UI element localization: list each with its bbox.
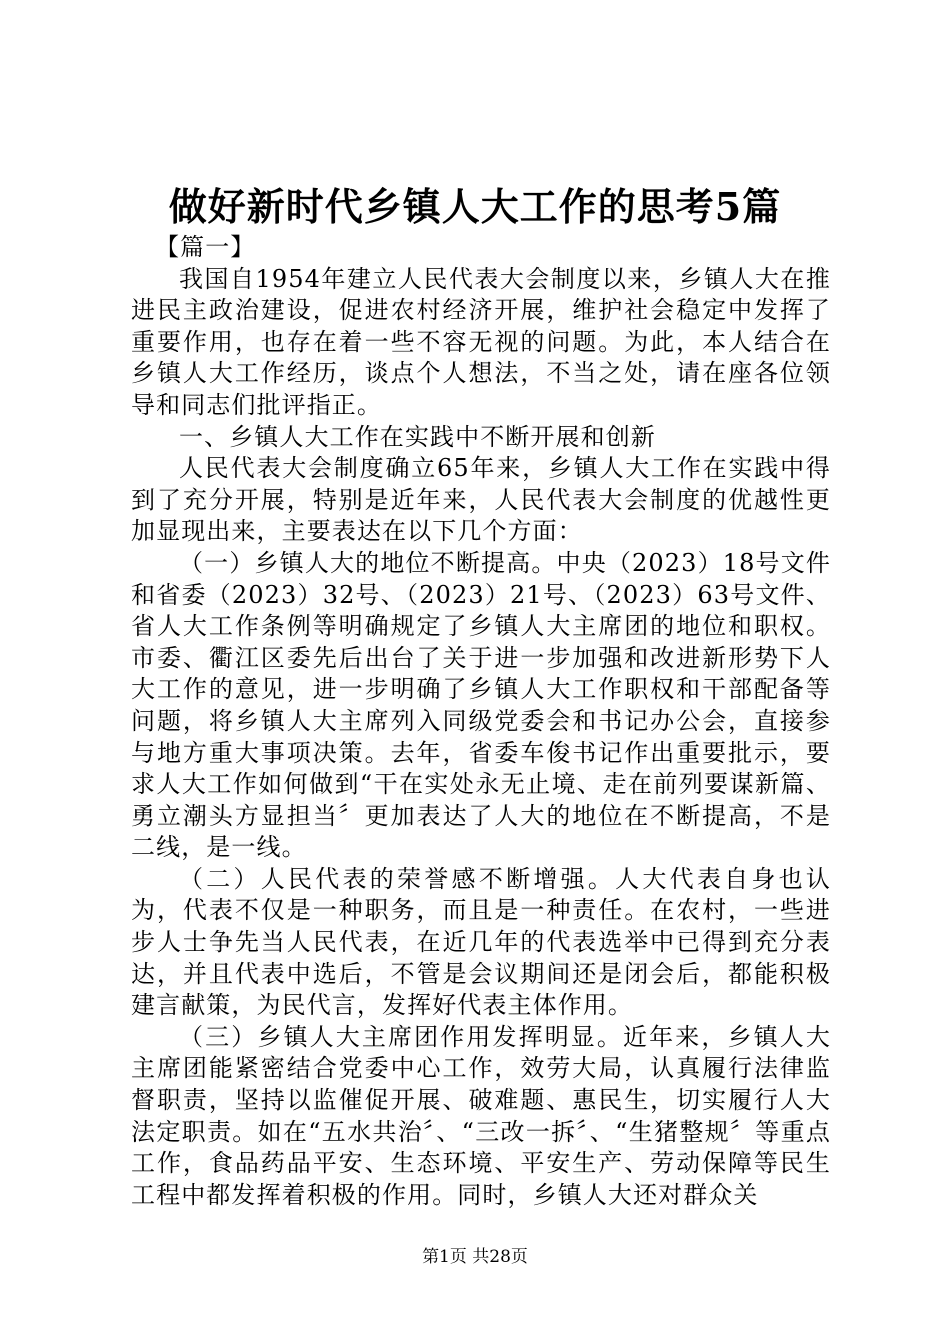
body-paragraph: （一）乡镇人大的地位不断提高。中央（2023）18号文件和省委（2023）32号、（2023）21号、（2023）63号文件、省人大工作条例等明确规定了乡镇人大主席团的地位和职权。市委、衢江区委先后出台了关于进一步加强和改进新形势下人大工作的意见，进一步明确了乡镇人大工作职权和干部配备等问题，将乡镇人大主席列入同级党委会和书记办公会，直接参与地方重大事项决策。去年，省委车俊书记作出重要批示，要求人大工作如何做到“干在实处永无止境、走在前列要谋新篇、勇立潮头方显担当〞更加表达了人大的地位在不断提高，不是二线，是一线。 [131,548,831,862]
body-paragraph: （三）乡镇人大主席团作用发挥明显。近年来，乡镇人大主席团能紧密结合党委中心工作，效劳大局，认真履行法律监督职责，坚持以监催促开展、破难题、惠民生，切实履行人大法定职责。如在“五水共治〞、“三改一拆〞、“生猪整规〞等重点工作，食品药品平安、生态环境、平安生产、劳动保障等民生工程中都发挥着积极的作用。同时，乡镇人大还对群众关 [131,1022,831,1209]
intro-paragraph: 我国自1954年建立人民代表大会制度以来，乡镇人大在推进民主政治建设，促进农村经济开展，维护社会稳定中发挥了重要作用，也存在着一些不容无视的问题。为此，本人结合在乡镇人大工作经历，谈点个人想法，不当之处，请在座各位领导和同志们批评指正。 [131,264,831,419]
body-paragraph: （二）人民代表的荣誉感不断增强。人大代表自身也认为，代表不仅是一种职务，而且是一种责任。在农村，一些进步人士争先当人民代表，在近几年的代表选举中已得到充分表达，并且代表中选后，不管是会议期间还是闭会后，都能积极建言献策，为民代言，发挥好代表主体作用。 [131,864,831,1020]
body-paragraph: 人民代表大会制度确立65年来，乡镇人大工作在实践中得到了充分开展，特别是近年来，人民代表大会制度的优越性更加显现出来，主要表达在以下几个方面： [131,454,831,546]
document-title: 做好新时代乡镇人大工作的思考5篇 [168,184,782,229]
page-footer: 第1页 共28页 [422,1247,528,1267]
section-heading: 一、乡镇人大工作在实践中不断开展和创新 [179,422,656,451]
section-label: 【篇一】 [155,233,256,261]
document-body [131,232,831,1211]
